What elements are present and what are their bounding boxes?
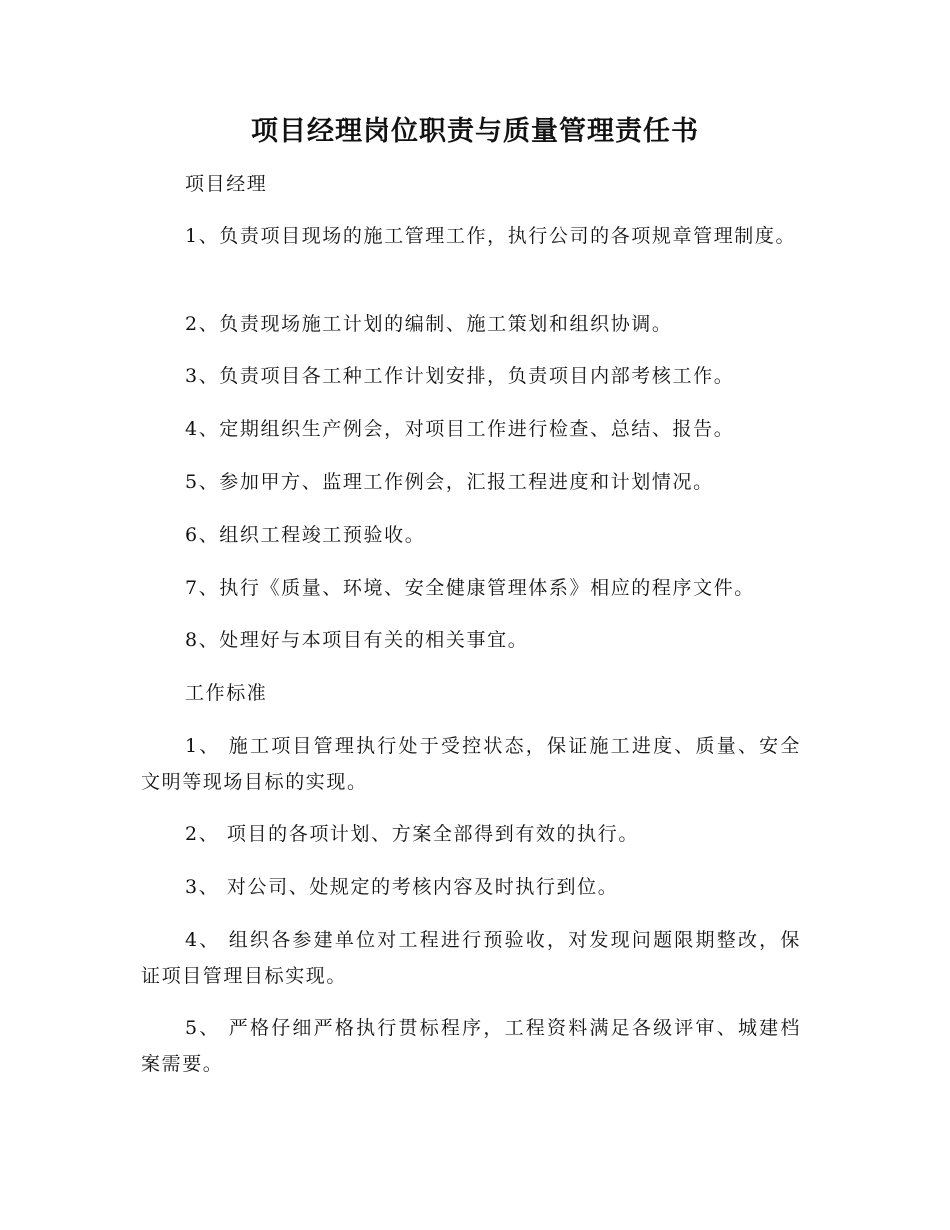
- document-title: 项目经理岗位职责与质量管理责任书: [251, 116, 699, 147]
- standard-item-5: 5、 严格仔细严格执行贯标程序，工程资料满足各级评审、城建档案需要。: [141, 1017, 801, 1075]
- standard-item-1: 1、 施工项目管理执行处于受控状态，保证施工进度、质量、安全文明等现场目标的实现。: [141, 735, 801, 793]
- duty-item-6: 6、组织工程竣工预验收。: [185, 524, 426, 546]
- standard-item-3: 3、 对公司、处规定的考核内容及时执行到位。: [185, 876, 619, 898]
- duty-item-1: 1、负责项目现场的施工管理工作，执行公司的各项规章管理制度。: [185, 225, 797, 247]
- duty-item-8: 8、处理好与本项目有关的相关事宜。: [185, 629, 529, 651]
- section-heading-work-standards: 工作标准: [185, 682, 268, 704]
- duty-item-2: 2、负责现场施工计划的编制、施工策划和组织协调。: [185, 313, 673, 335]
- standard-item-4: 4、 组织各参建单位对工程进行预验收，对发现问题限期整改，保证项目管理目标实现。: [141, 929, 801, 987]
- standard-item-2: 2、 项目的各项计划、方案全部得到有效的执行。: [185, 823, 639, 845]
- duty-item-7: 7、执行《质量、环境、安全健康管理体系》相应的程序文件。: [185, 577, 755, 599]
- duty-item-3: 3、负责项目各工种工作计划安排，负责项目内部考核工作。: [185, 365, 735, 387]
- duty-item-4: 4、定期组织生产例会，对项目工作进行检查、总结、报告。: [185, 418, 735, 440]
- duty-item-5: 5、参加甲方、监理工作例会，汇报工程进度和计划情况。: [185, 471, 714, 493]
- section-heading-project-manager: 项目经理: [185, 173, 268, 195]
